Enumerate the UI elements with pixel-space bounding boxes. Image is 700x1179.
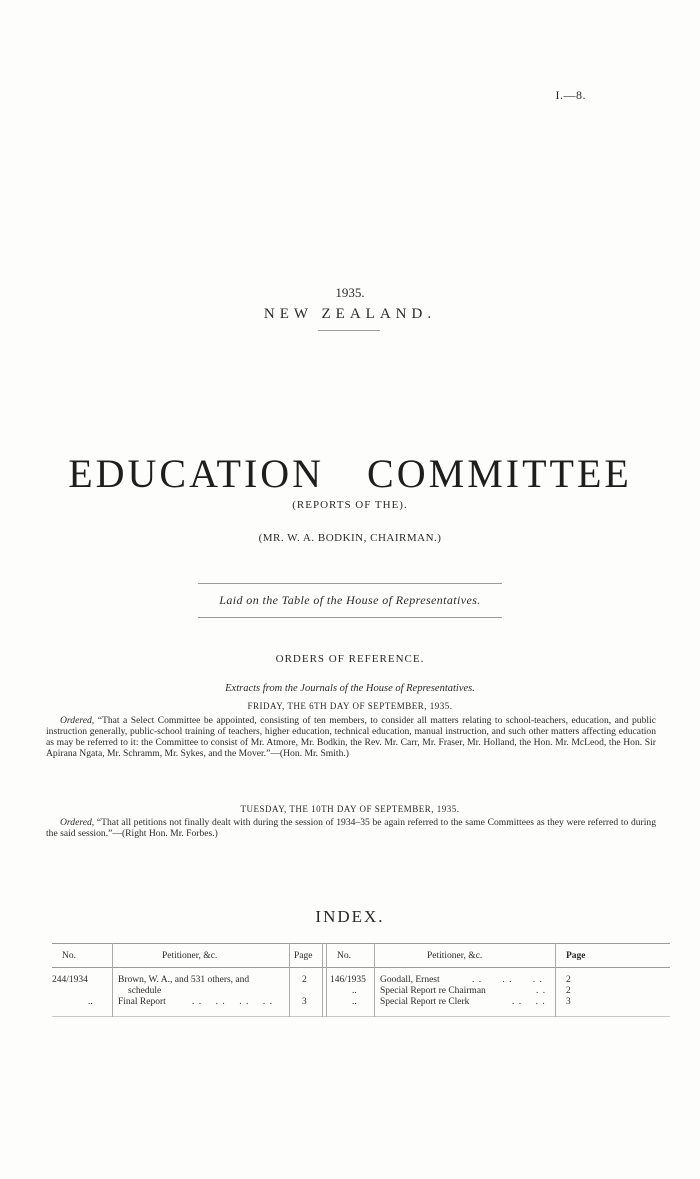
order-date: TUESDAY, THE 10TH DAY OF SEPTEMBER, 1935. [240, 804, 460, 814]
header-no: No. [62, 951, 76, 961]
document-title: EDUCATION COMMITTEE [68, 451, 632, 496]
cell-no: 146/1935 [330, 975, 366, 985]
order-paragraph [46, 817, 656, 839]
index-table [52, 943, 670, 1023]
document-subtitle: (REPORTS OF THE). [292, 499, 408, 511]
order-paragraph [46, 715, 656, 759]
cell-page: 3 [302, 997, 307, 1007]
cell-petitioner: Final Report [118, 997, 166, 1007]
cell-petitioner: Goodall, Ernest [380, 975, 440, 985]
table-divider [374, 943, 375, 1017]
header-petitioner: Petitioner, &c. [427, 951, 483, 961]
laid-on-table: Laid on the Table of the House of Representatives. [219, 593, 481, 607]
leader-dots: . . . . [512, 997, 546, 1007]
country: NEW ZEALAND. [263, 306, 437, 322]
cell-petitioner: Brown, W. A., and 531 others, and [118, 975, 250, 985]
table-rule [52, 943, 670, 944]
cell-page: 2 [302, 975, 307, 985]
header-petitioner: Petitioner, &c. [162, 951, 218, 961]
extracts-line: Extracts from the Journals of the House of Representatives. [225, 683, 475, 694]
cell-no: .. [88, 997, 93, 1007]
cell-page: 2 [566, 986, 571, 996]
cell-petitioner: Special Report re Clerk [380, 997, 470, 1007]
document-reference: I.—8. [555, 88, 586, 102]
cell-page: 2 [566, 975, 571, 985]
cell-no: .. [352, 986, 357, 996]
table-divider [112, 943, 113, 1017]
leader-dots: . . . . . . [472, 975, 543, 985]
cell-petitioner: schedule [128, 986, 162, 996]
cell-no: 244/1934 [52, 975, 88, 985]
ordered-label: Ordered, [60, 817, 95, 828]
table-rule [52, 967, 670, 968]
order-text: “That all petitions not finally dealt with during the session of 1934–35 be again referred to the same Committees as they were referred to during the said session.”—(Right Hon. Mr. Forbes.) [46, 817, 657, 839]
order-date: FRIDAY, THE 6TH DAY OF SEPTEMBER, 1935. [247, 701, 453, 711]
leader-dots: . . . . . . . . [192, 997, 273, 1007]
cell-page: 3 [566, 997, 571, 1007]
cell-petitioner: Special Report re Chairman [380, 986, 486, 996]
leader-dots: . . [536, 986, 547, 996]
table-divider [322, 943, 323, 1017]
table-divider [289, 943, 290, 1017]
chairman-line: (MR. W. A. BODKIN, CHAIRMAN.) [258, 532, 442, 544]
cell-no: .. [352, 997, 357, 1007]
divider [318, 330, 380, 331]
divider [198, 617, 502, 618]
header-page: Page [294, 951, 313, 961]
table-divider [326, 943, 327, 1017]
order-text: “That a Select Committee be appointed, consisting of ten members, to consider all matters relating to school-teachers, education, and public instruction generally, public-school training of teachers, higher education, technical education, manual instruction, and such other matters affecting education as may be referred to it: the Committee to consist of Mr. Atmore, Mr. Bodkin, the Rev. Mr. Carr, Mr. Fraser, Mr. Holland, the Hon. Mr. McLeod, the Hon. Sir Apirana Ngata, Mr. Schramm, Mr. Sykes, and the Mover.”—(Hon. Mr. Smith.) [46, 715, 656, 759]
orders-heading: ORDERS OF REFERENCE. [275, 653, 425, 665]
header-page: Page [566, 951, 586, 961]
year: 1935. [335, 285, 365, 300]
table-rule [52, 1016, 670, 1017]
divider [198, 583, 502, 584]
ordered-label: Ordered, [60, 715, 95, 726]
header-no: No. [337, 951, 351, 961]
table-divider [555, 943, 556, 1017]
index-heading: INDEX. [315, 907, 385, 926]
